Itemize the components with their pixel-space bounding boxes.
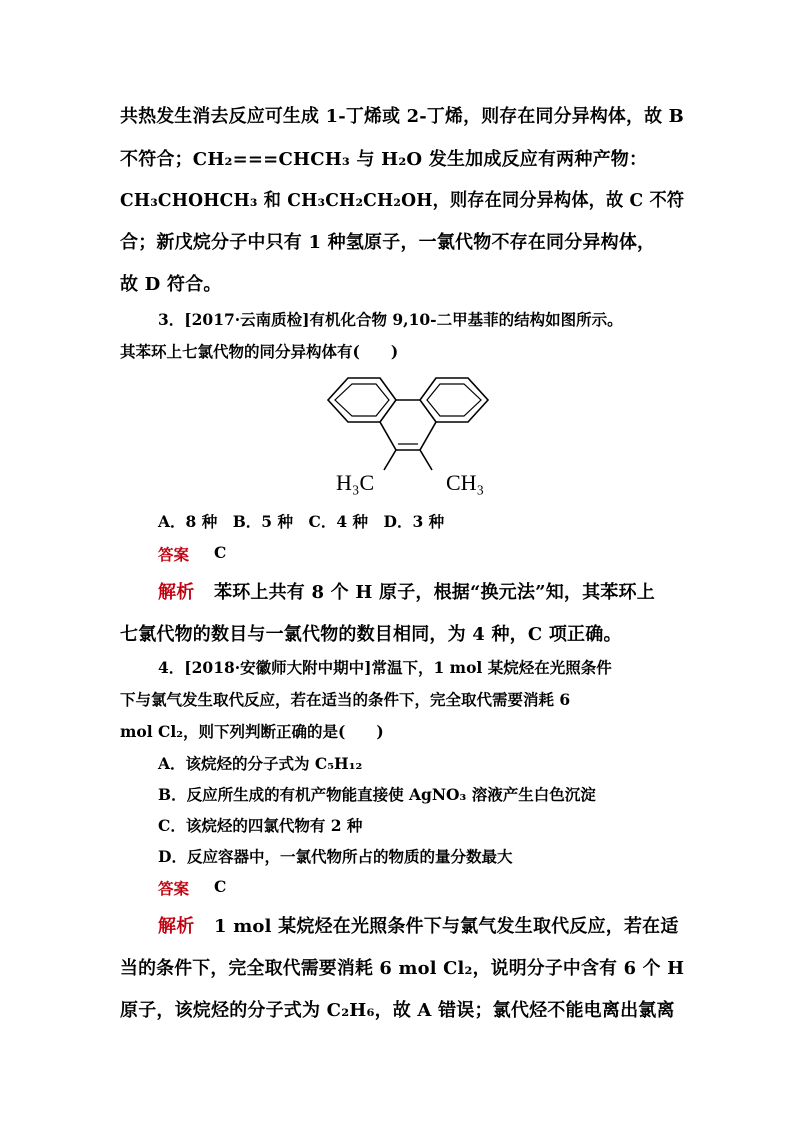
- right-ring-inner: [427, 384, 481, 416]
- q4-option-b: B．反应所生成的有机产物能直接使 AgNO₃ 溶液产生白色沉淀: [158, 785, 596, 804]
- q4-analysis-line2: 当的条件下，完全取代需要消耗 6 mol Cl₂，说明分子中含有 6 个 H: [120, 958, 685, 979]
- q3-analysis-line1: 苯环上共有 8 个 H 原子，根据“换元法”知，其苯环上: [214, 582, 655, 603]
- ring-bonds: [328, 378, 488, 470]
- q4-stem-line3: mol Cl₂，则下列判断正确的是( ): [120, 722, 384, 741]
- right-ring: [420, 378, 488, 422]
- para1-line1: 共热发生消去反应可生成 1-丁烯或 2-丁烯，则存在同分异构体，故 B: [120, 106, 685, 127]
- para1-line5: 故 D 符合。: [120, 274, 222, 295]
- para1-line4: 合；新戊烷分子中只有 1 种氢原子，一氯代物不存在同分异构体，: [120, 232, 656, 253]
- para1-line3: CH₃CHOHCH₃ 和 CH₃CH₂CH₂OH，则存在同分异构体，故 C 不符: [120, 190, 685, 211]
- q4-stem-line2: 下与氯气发生取代反应，若在适当的条件下，完全取代需要消耗 6: [120, 690, 571, 709]
- q3-stem-line2: 其苯环上七氯代物的同分异构体有( ): [120, 342, 399, 361]
- middle-left-bond: [380, 422, 396, 450]
- q3-analysis-line2: 七氯代物的数目与一氯代物的数目相同，为 4 种，C 项正确。: [120, 624, 622, 645]
- para1-line2: 不符合；CH₂===CHCH₃ 与 H₂O 发生加成反应有两种产物：: [120, 149, 648, 170]
- left-ring-inner: [335, 384, 389, 416]
- left-ring: [328, 378, 396, 422]
- q4-option-c: C．该烷烃的四氯代物有 2 种: [158, 816, 363, 835]
- q4-analysis-label: 解析: [158, 916, 195, 937]
- q4-stem-line1: 4．[2018·安徽师大附中期中]常温下，1 mol 某烷烃在光照条件: [158, 658, 612, 677]
- dimethylphenanthrene-structure: [318, 360, 518, 500]
- q3-stem-line1: 3．[2017·云南质检]有机化合物 9,10-二甲基菲的结构如图所示。: [158, 310, 623, 329]
- q4-analysis-line1: 1 mol 某烷烃在光照条件下与氯气发生取代反应，若在适: [214, 916, 679, 937]
- right-methyl-bond: [420, 450, 432, 470]
- q4-answer-value: C: [214, 877, 227, 896]
- q4-analysis-line3: 原子，该烷烃的分子式为 C₂H₆，故 A 错误；氯代烃不能电离出氯离: [120, 1000, 675, 1021]
- left-methyl-label: H₃C: [336, 470, 375, 495]
- right-methyl-label: CH₃: [446, 470, 485, 495]
- q4-answer-label: 答案: [158, 879, 190, 898]
- q4-option-a: A．该烷烃的分子式为 C₅H₁₂: [158, 754, 363, 773]
- q3-options: A．8 种 B．5 种 C．4 种 D．3 种: [158, 512, 445, 531]
- left-methyl-bond: [384, 450, 396, 470]
- middle-right-bond: [420, 422, 436, 450]
- q3-answer-label: 答案: [158, 545, 190, 564]
- q4-option-d: D．反应容器中，一氯代物所占的物质的量分数最大: [158, 847, 513, 866]
- q3-analysis-label: 解析: [158, 582, 195, 603]
- q3-answer-value: C: [214, 543, 227, 562]
